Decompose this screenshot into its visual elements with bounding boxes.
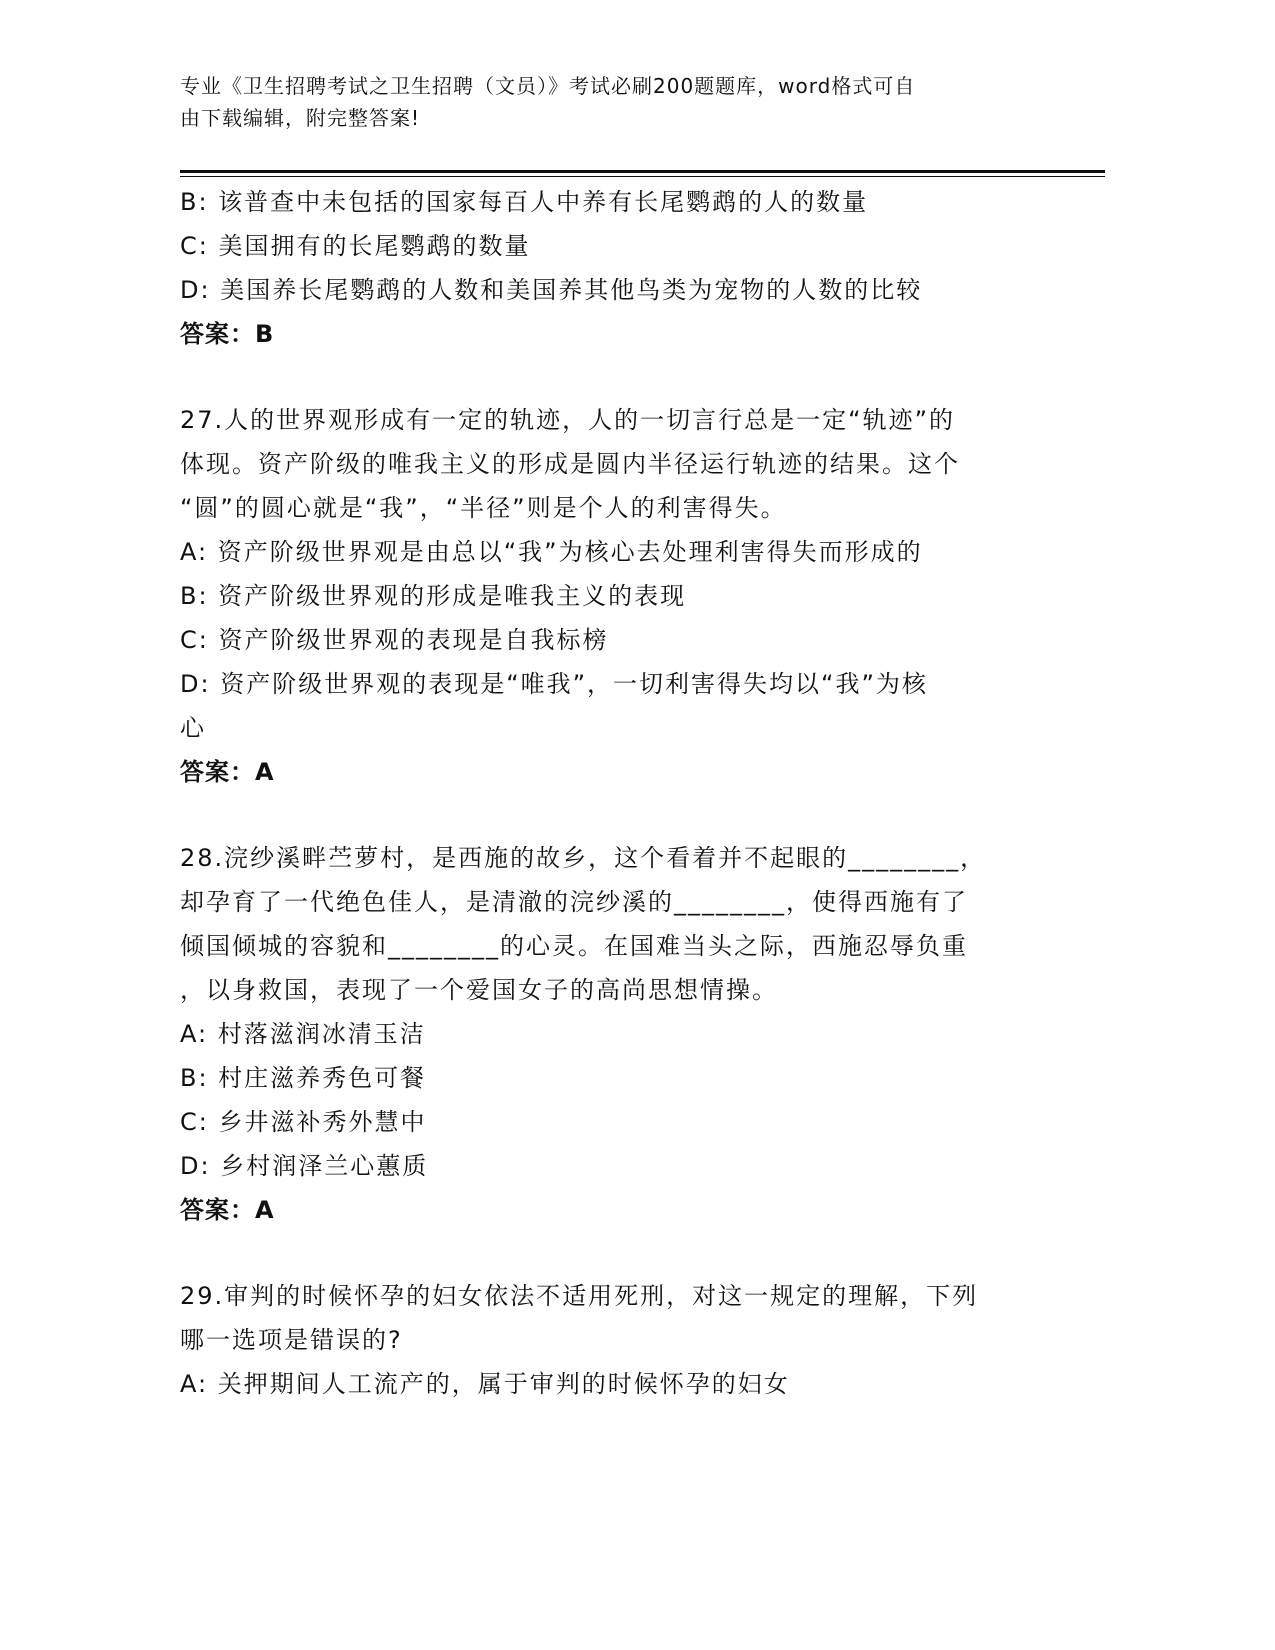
option-d-continuation: 心 bbox=[180, 714, 206, 742]
question-stem-line: 却孕育了一代绝色佳人，是清澈的浣纱溪的________，使得西施有了 bbox=[180, 888, 968, 916]
question-stem-line: ，以身救国，表现了一个爱国女子的高尚思想情操。 bbox=[180, 976, 778, 1004]
option-a: A: 关押期间人工流产的，属于审判的时候怀孕的妇女 bbox=[180, 1370, 790, 1398]
question-stem-line: 27.人的世界观形成有一定的轨迹，人的一切言行总是一定“轨迹”的 bbox=[180, 406, 956, 434]
question-content bbox=[180, 180, 1030, 1406]
answer-text: 答案：A bbox=[180, 758, 275, 786]
question-stem-line: 29.审判的时候怀孕的妇女依法不适用死刑，对这一规定的理解，下列 bbox=[180, 1282, 979, 1310]
header-title-line-2: 由下载编辑，附完整答案! bbox=[180, 106, 421, 130]
document-header bbox=[180, 70, 1030, 134]
option-b: B: 村庄滋养秀色可餐 bbox=[180, 1064, 427, 1092]
header-title-line-1: 专业《卫生招聘考试之卫生招聘（文员）》考试必刷200题题库，word格式可自 bbox=[180, 74, 916, 98]
question-26-continuation bbox=[180, 180, 1030, 356]
answer-text: 答案：B bbox=[180, 320, 275, 348]
option-a: A: 村落滋润冰清玉洁 bbox=[180, 1020, 426, 1048]
spacer bbox=[180, 1232, 1030, 1274]
question-stem-line: “圆”的圆心就是“我”，“半径”则是个人的利害得失。 bbox=[180, 494, 787, 522]
spacer bbox=[180, 794, 1030, 836]
header-divider-thick bbox=[180, 170, 1105, 173]
option-c: C: 资产阶级世界观的表现是自我标榜 bbox=[180, 626, 609, 654]
option-d: D: 资产阶级世界观的表现是“唯我”，一切利害得失均以“我”为核 bbox=[180, 670, 928, 698]
question-27 bbox=[180, 398, 1030, 794]
question-stem-line: 哪一选项是错误的? bbox=[180, 1326, 403, 1354]
spacer bbox=[180, 356, 1030, 398]
option-d: D: 乡村润泽兰心蕙质 bbox=[180, 1152, 429, 1180]
option-c: C: 乡井滋补秀外慧中 bbox=[180, 1108, 427, 1136]
question-28 bbox=[180, 836, 1030, 1232]
option-b: B: 该普查中未包括的国家每百人中养有长尾鹦鹉的人的数量 bbox=[180, 188, 869, 216]
answer-text: 答案：A bbox=[180, 1196, 275, 1224]
option-d: D: 美国养长尾鹦鹉的人数和美国养其他鸟类为宠物的人数的比较 bbox=[180, 276, 923, 304]
option-a: A: 资产阶级世界观是由总以“我”为核心去处理利害得失而形成的 bbox=[180, 538, 923, 566]
question-stem-line: 倾国倾城的容貌和________的心灵。在国难当头之际，西施忍辱负重 bbox=[180, 932, 968, 960]
question-stem-line: 体现。资产阶级的唯我主义的形成是圆内半径运行轨迹的结果。这个 bbox=[180, 450, 960, 478]
question-29 bbox=[180, 1274, 1030, 1406]
option-b: B: 资产阶级世界观的形成是唯我主义的表现 bbox=[180, 582, 687, 610]
option-c: C: 美国拥有的长尾鹦鹉的数量 bbox=[180, 232, 531, 260]
header-divider-thin bbox=[180, 176, 1105, 177]
question-stem-line: 28.浣纱溪畔苎萝村，是西施的故乡，这个看着并不起眼的________， bbox=[180, 844, 987, 872]
